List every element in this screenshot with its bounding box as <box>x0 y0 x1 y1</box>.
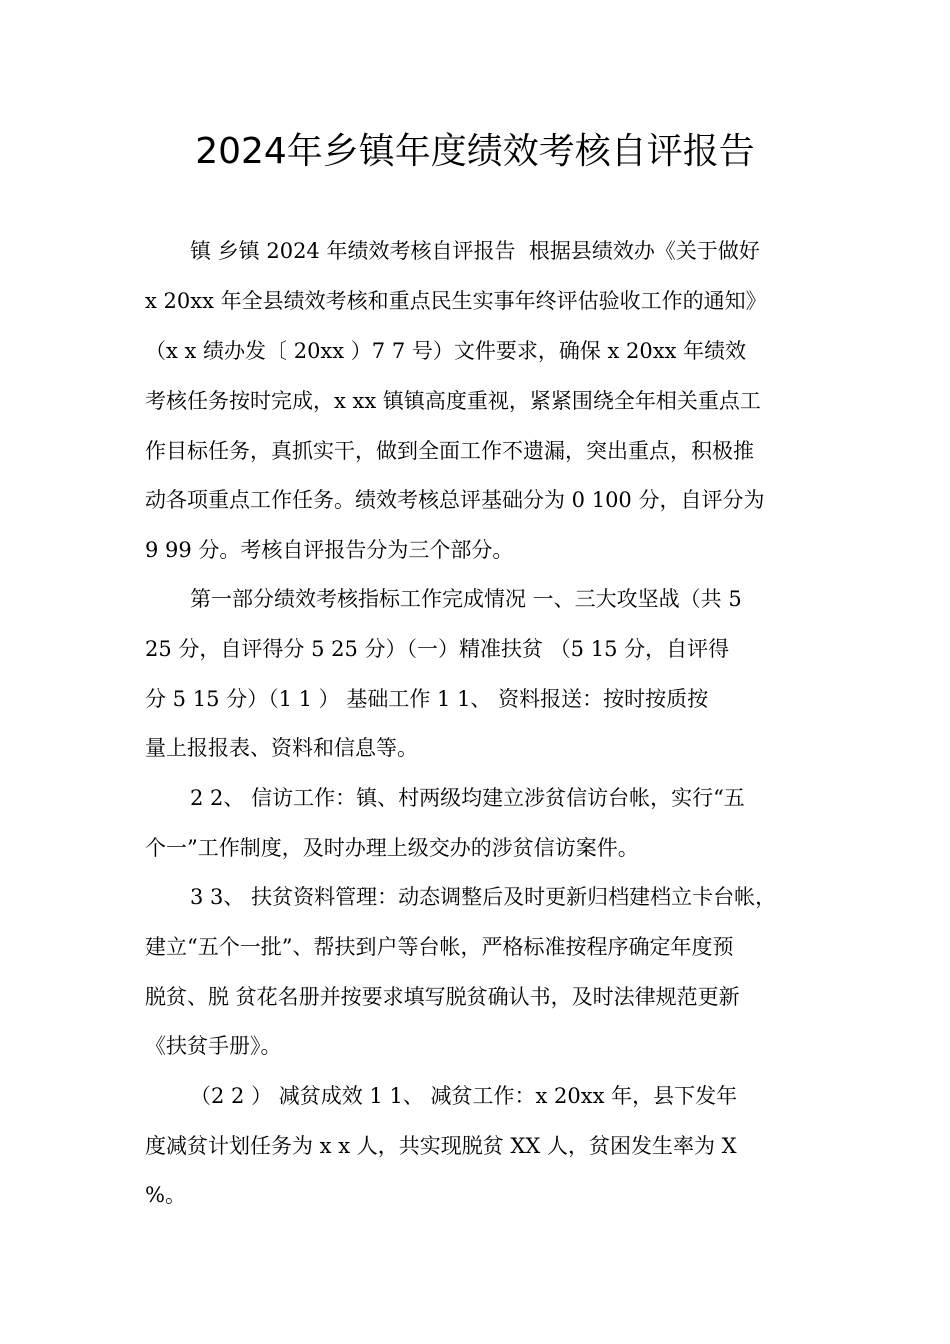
body-line: 度减贫计划任务为 x x 人，共实现脱贫 XX 人，贫困发生率为 X <box>145 1134 737 1158</box>
body-line: %。 <box>145 1183 186 1207</box>
body-line: 个一”工作制度，及时办理上级交办的涉贫信访案件。 <box>145 836 639 860</box>
body-line: 分 5 15 分）（1 1 ） 基础工作 1 1、 资料报送：按时按质按 <box>145 687 709 711</box>
body-line: （x x 绩办发〔 20xx ）7 7 号）文件要求，确保 x 20xx 年绩效 <box>145 339 747 363</box>
body-line: 镇 乡镇 2024 年绩效考核自评报告 根据县绩效办《关于做好 <box>190 239 760 263</box>
body-line: 3 3、 扶贫资料管理：动态调整后及时更新归档建档立卡台帐， <box>190 885 777 909</box>
body-line: 脱贫、脱 贫花名册并按要求填写脱贫确认书，及时法律规范更新 <box>145 985 740 1009</box>
body-line: 《扶贫手册》。 <box>145 1034 282 1058</box>
body-line: 量上报报表、资料和信息等。 <box>145 736 418 760</box>
body-line: 动各项重点工作任务。绩效考核总评基础分为 0 100 分，自评分为 <box>145 488 765 512</box>
body-line: （2 2 ） 减贫成效 1 1、 减贫工作：x 20xx 年，县下发年 <box>190 1084 738 1108</box>
body-line: 9 99 分。考核自评报告分为三个部分。 <box>145 538 514 562</box>
body-line: 考核任务按时完成，x xx 镇镇高度重视，紧紧围绕全年相关重点工 <box>145 389 761 413</box>
body-line: 作目标任务，真抓实干，做到全面工作不遗漏，突出重点，积极推 <box>145 439 754 463</box>
body-line: 25 分，自评得分 5 25 分）（一）精准扶贫 （5 15 分，自评得 <box>145 637 730 661</box>
document-title: 2024年乡镇年度绩效考核自评报告 <box>195 131 755 172</box>
body-line: x 20xx 年全县绩效考核和重点民生实事年终评估验收工作的通知》 <box>145 289 767 313</box>
body-line: 第一部分绩效考核指标工作完成情况 一、三大攻坚战（共 5 <box>190 587 742 611</box>
body-line: 2 2、 信访工作：镇、村两级均建立涉贫信访台帐，实行“五 <box>190 786 745 810</box>
body-line: 建立“五个一批”、帮扶到户等台帐，严格标准按程序确定年度预 <box>145 935 734 959</box>
